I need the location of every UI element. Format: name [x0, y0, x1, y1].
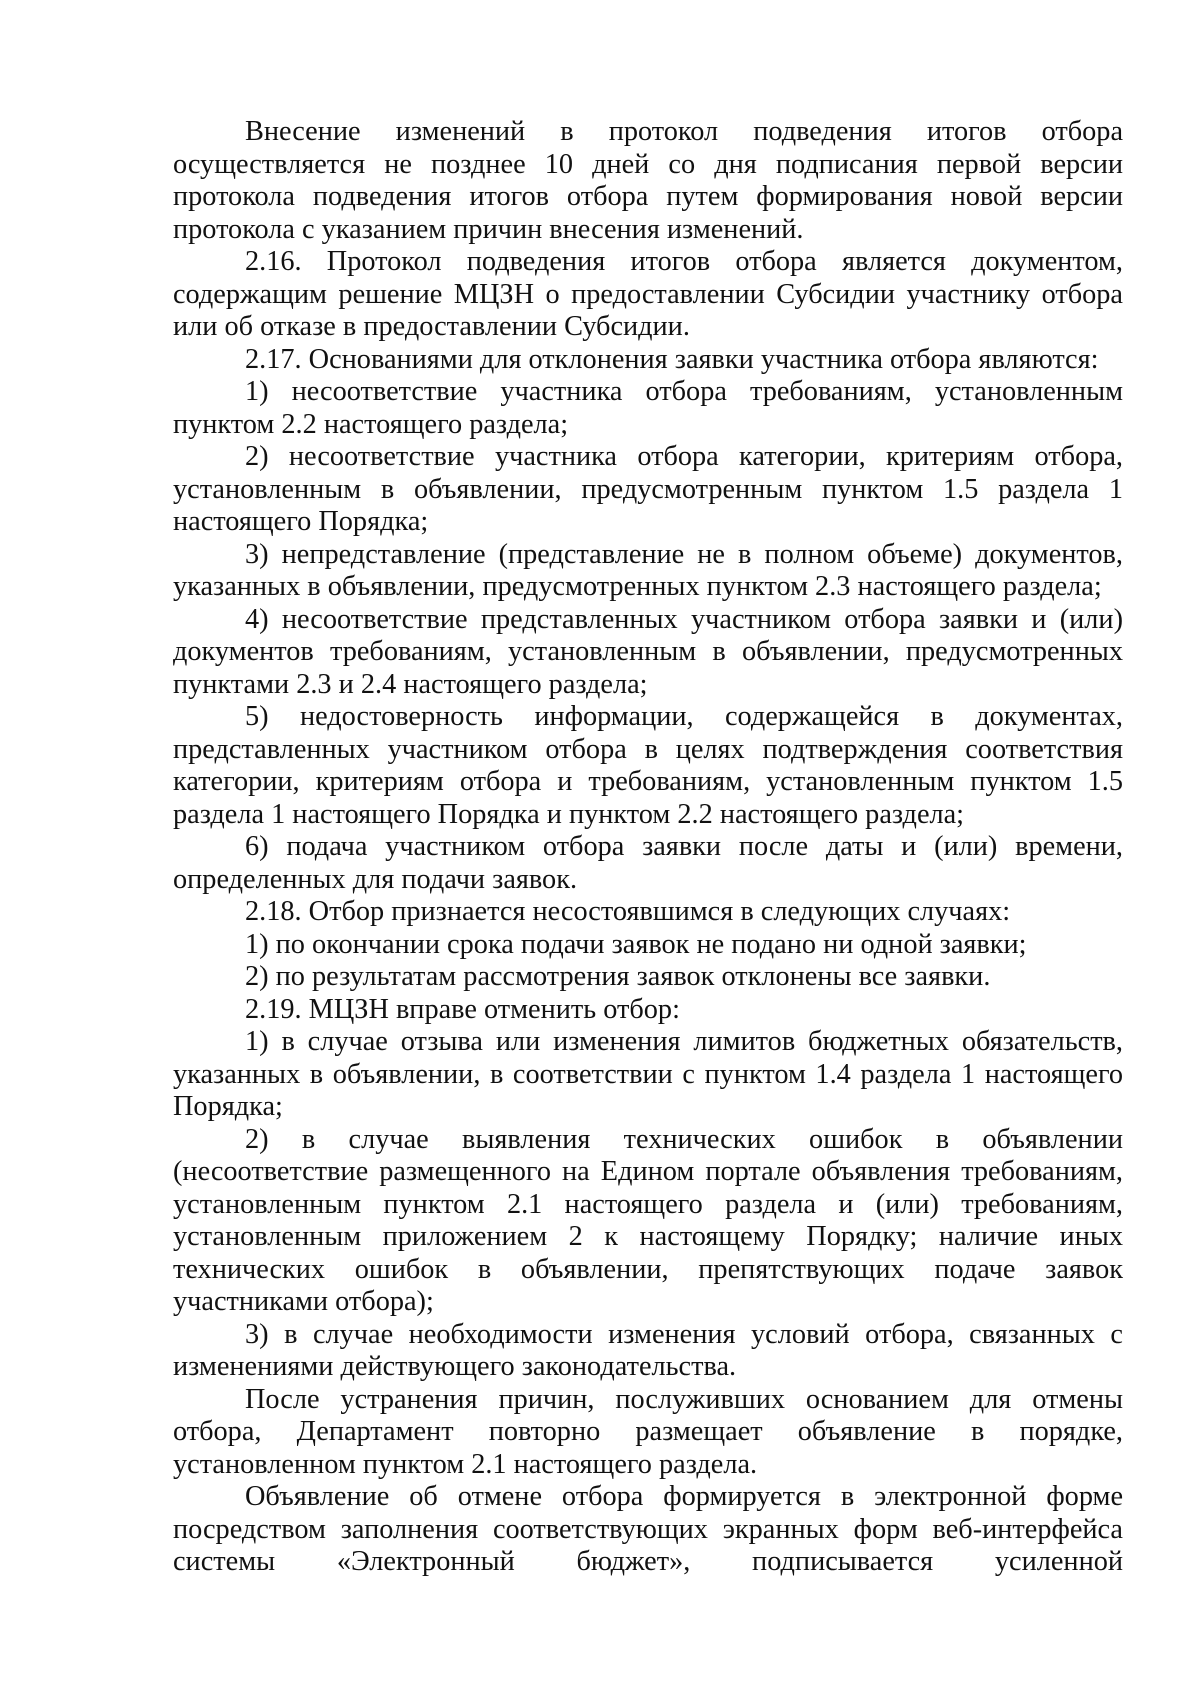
- paragraph-2-18: 2.18. Отбор признается несостоявшимся в следующих случаях:: [245, 896, 1011, 927]
- document-page: [173, 116, 1123, 1579]
- paragraph-2-17-item-4: 4) несоответствие представленных участником отбора заявки и (или) документов требованиям, установленным в объявлении, предусмотренных пунктами 2.3 и 2.4 настоящего раздела;: [173, 603, 1123, 700]
- paragraph-2-18-item-2: 2) по результатам рассмотрения заявок отклонены все заявки.: [245, 961, 991, 992]
- paragraph-after-elimination: После устранения причин, послуживших основанием для отмены отбора, Департамент повторно размещает объявление в порядке, установленном пунктом 2.1 настоящего раздела.: [173, 1383, 1123, 1480]
- paragraph-2-19-item-2: 2) в случае выявления технических ошибок в объявлении (несоответствие размещенного на Едином портале объявления требованиям, установленным пунктом 2.1 настоящего раздела и (или) требованиям, установленным приложением 2 к настоящему Порядку; наличие иных технических ошибок в объявлении, препятствующих подаче заявок участниками отбора);: [173, 1123, 1123, 1317]
- paragraph-2-17-item-1: 1) несоответствие участника отбора требованиям, установленным пунктом 2.2 настоящего раздела;: [173, 376, 1123, 440]
- paragraph-2-16: 2.16. Протокол подведения итогов отбора является документом, содержащим решение МЦЗН о предоставлении Субсидии участнику отбора или об отказе в предоставлении Субсидии.: [173, 246, 1123, 342]
- paragraph-2-19-item-3: 3) в случае необходимости изменения условий отбора, связанных с изменениями действующего законодательства.: [173, 1318, 1123, 1382]
- paragraph-2-17-item-2: 2) несоответствие участника отбора категории, критериям отбора, установленным в объявлении, предусмотренным пунктом 1.5 раздела 1 настоящего Порядка;: [173, 441, 1123, 537]
- paragraph-2-19: 2.19. МЦЗН вправе отменить отбор:: [245, 993, 680, 1025]
- paragraph-2-19-item-1: 1) в случае отзыва или изменения лимитов бюджетных обязательств, указанных в объявлении, в соответствии с пунктом 1.4 раздела 1 настоящего Порядка;: [173, 1026, 1123, 1122]
- paragraph-2-18-item-1: 1) по окончании срока подачи заявок не подано ни одной заявки;: [245, 928, 1027, 960]
- paragraph-2-17-item-3: 3) непредставление (представление не в полном объеме) документов, указанных в объявлении, предусмотренных пунктом 2.3 настоящего раздела;: [173, 538, 1123, 602]
- paragraph-2-17: 2.17. Основаниями для отклонения заявки участника отбора являются:: [245, 343, 1099, 375]
- paragraph-2-17-item-6: 6) подача участником отбора заявки после даты и (или) времени, определенных для подачи заявок.: [173, 831, 1123, 895]
- paragraph-protocol-changes: Внесение изменений в протокол подведения итогов отбора осуществляется не позднее 10 дней со дня подписания первой версии протокола подведения итогов отбора путем формирования новой версии протокола с указанием причин внесения изменений.: [173, 116, 1123, 245]
- paragraph-2-17-item-5: 5) недостоверность информации, содержащейся в документах, представленных участником отбора в целях подтверждения соответствия категории, критериям отбора и требованиям, установленным пунктом 1.5 раздела 1 настоящего Порядка и пунктом 2.2 настоящего раздела;: [173, 701, 1123, 830]
- paragraph-cancellation-notice: Объявление об отмене отбора формируется в электронной форме посредством заполнения соответствующих экранных форм веб-интерфейса системы «Электронный бюджет», подписывается усиленной: [173, 1481, 1123, 1577]
